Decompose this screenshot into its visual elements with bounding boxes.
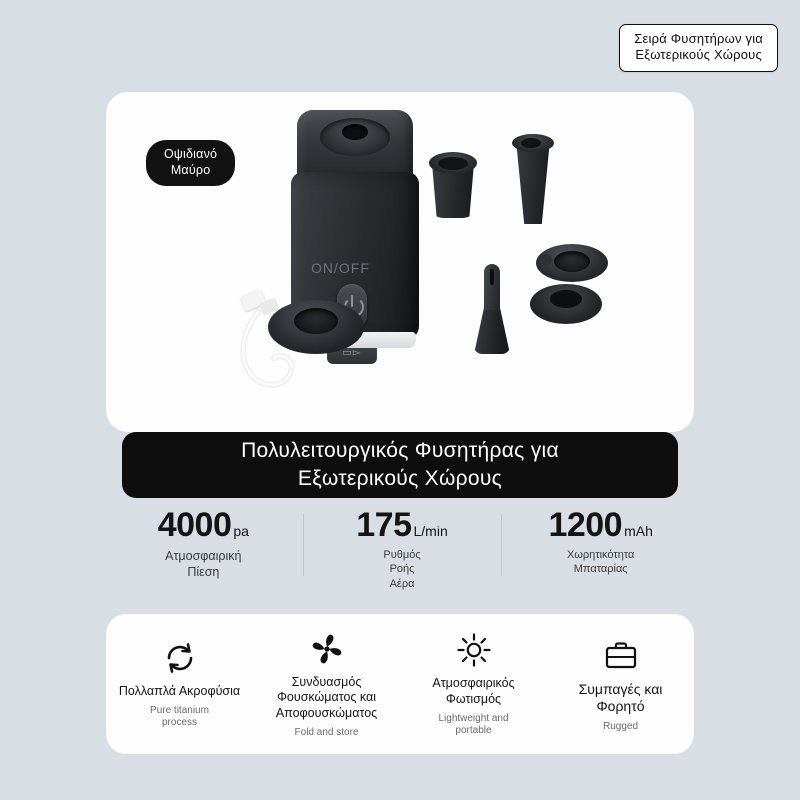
refresh-cycle-icon: [112, 638, 247, 678]
nozzle-cone-wide-hole: [438, 157, 468, 170]
spec-airflow-value: 175: [356, 506, 412, 544]
nozzle-needle-slot: [490, 269, 494, 285]
feature-inflate-deflate-title: [259, 675, 394, 722]
product-title-line2: Εξωτερικούς Χώρους: [297, 467, 503, 490]
series-badge-line1: Σειρά Φυσητήρων για: [634, 31, 763, 46]
feature-ambient-light: [400, 630, 547, 737]
nozzle-ring-adapter: [536, 240, 608, 288]
feature-ambient-light-title-line1: Ατμοσφαιρικός: [432, 676, 515, 691]
spec-airflow: [303, 508, 502, 591]
spec-battery-value-group: [501, 508, 700, 542]
feature-nozzles-title-line1: Πολλαπλά Ακροφύσια: [118, 684, 241, 699]
nozzle-cone-wide: [426, 152, 480, 226]
briefcase-icon: [553, 635, 688, 675]
color-variant-line1: Οψιδιανό: [164, 147, 218, 161]
feature-inflate-deflate-sub-line1: Fold and store: [294, 726, 359, 738]
feature-portable-sub-line1: Rugged: [602, 720, 639, 732]
color-variant-line2: Μαύρο: [170, 162, 211, 177]
spec-row: [104, 508, 700, 600]
spec-battery-label-line2: Μπαταρίας: [573, 563, 628, 576]
spec-pressure-value: 4000: [157, 506, 232, 544]
spec-airflow-label-line1: Ρυθμός: [383, 549, 421, 561]
feature-ambient-light-sub-line1: Lightweight and: [438, 712, 509, 724]
feature-portable-sub: [553, 721, 688, 734]
feature-portable-title: [553, 681, 688, 716]
product-title-line1: Πολυλειτουργικός Φυσητήρας για: [241, 438, 559, 462]
spec-airflow-label-line3: Αέρα: [389, 577, 415, 590]
feature-portable: [547, 635, 694, 734]
feature-inflate-deflate-title-line2: Φουσκώματος και: [276, 690, 377, 705]
spec-battery-label: [501, 548, 700, 577]
spec-airflow-unit: L/min: [413, 523, 448, 539]
spec-battery-unit: mAh: [624, 523, 653, 539]
product-illustration: [106, 92, 694, 432]
spec-pressure-label-line2: Πίεση: [187, 565, 220, 580]
nozzle-ring-inner: [554, 251, 590, 272]
nozzle-needle: [472, 264, 512, 360]
feature-inflate-deflate: [253, 629, 400, 739]
feature-inflate-deflate-sub: [259, 727, 394, 740]
feature-nozzles: [106, 638, 253, 730]
mode-icon: ▭▻: [342, 347, 362, 359]
series-badge: [619, 24, 778, 72]
feature-nozzles-sub-line1: Pure titanium: [150, 704, 209, 716]
spec-pressure: [104, 508, 303, 581]
nozzle-base-inner: [294, 308, 338, 334]
nozzle-cup-inner: [550, 290, 582, 308]
spec-pressure-label: [104, 548, 303, 581]
feature-ambient-light-title: [406, 676, 541, 707]
spec-pressure-value-group: [104, 508, 303, 542]
nozzle-ring-nub: [538, 254, 552, 266]
nozzle-tall-tapered: [510, 134, 556, 230]
spec-airflow-value-group: [303, 508, 502, 542]
feature-card: [106, 614, 694, 754]
product-image-card: [106, 92, 694, 432]
spec-pressure-label-line1: Ατμοσφαιρική: [165, 549, 242, 563]
feature-ambient-light-title-line2: Φωτισμός: [445, 692, 502, 706]
fan-icon: [259, 629, 394, 669]
nozzle-tall-body: [513, 142, 553, 224]
feature-ambient-light-sub: [406, 713, 541, 738]
feature-portable-title-line1: Συμπαγές και: [578, 680, 663, 697]
feature-nozzles-sub-line2: process: [161, 717, 197, 729]
nozzle-tall-hole: [521, 138, 541, 148]
spec-battery-label-line1: Χωρητικότητα: [566, 549, 635, 561]
sun-icon: [406, 630, 541, 670]
spec-airflow-label: [303, 548, 502, 591]
feature-inflate-deflate-title-line3: Αποφουσκώματος: [275, 706, 378, 721]
product-title-banner: [122, 432, 678, 498]
spec-battery: [501, 508, 700, 577]
feature-nozzles-title: [112, 684, 247, 700]
nozzle-needle-skirt: [474, 304, 510, 354]
series-badge-line2: Εξωτερικούς Χώρους: [635, 47, 762, 63]
feature-inflate-deflate-title-line1: Συνδυασμός: [291, 674, 362, 689]
feature-ambient-light-sub-line2: portable: [455, 725, 492, 737]
device-intake-hole: [342, 124, 368, 140]
spec-pressure-unit: pa: [233, 523, 249, 539]
spec-battery-value: 1200: [548, 506, 623, 544]
device-onoff-label: ON/OFF: [311, 260, 370, 276]
nozzle-base-ring: [268, 292, 364, 358]
feature-portable-title-line2: Φορητό: [596, 698, 645, 715]
spec-airflow-label-line2: Ροής: [389, 563, 415, 576]
feature-nozzles-sub: [112, 705, 247, 730]
